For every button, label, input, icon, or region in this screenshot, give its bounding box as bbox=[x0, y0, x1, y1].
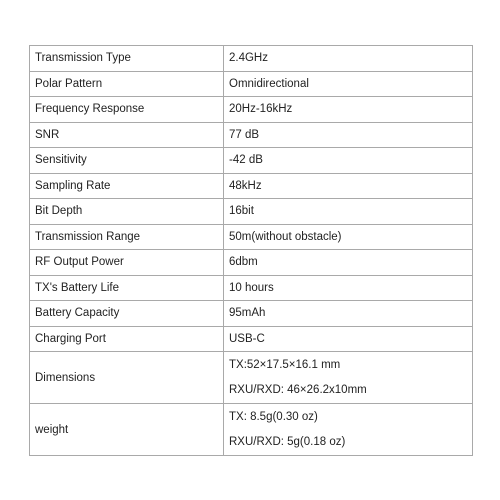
table-row bbox=[30, 122, 473, 148]
spec-value: 50m(without obstacle) bbox=[224, 224, 473, 250]
spec-label: Dimensions bbox=[30, 352, 224, 404]
spec-label: Sampling Rate bbox=[30, 173, 224, 199]
spec-label: weight bbox=[30, 404, 224, 456]
spec-label: SNR bbox=[30, 122, 224, 148]
table-row bbox=[30, 250, 473, 276]
spec-label: Bit Depth bbox=[30, 199, 224, 225]
table-row bbox=[30, 46, 473, 72]
table-row bbox=[30, 275, 473, 301]
spec-label: Transmission Range bbox=[30, 224, 224, 250]
spec-value: -42 dB bbox=[224, 148, 473, 174]
spec-label: TX's Battery Life bbox=[30, 275, 224, 301]
table-row bbox=[30, 173, 473, 199]
spec-value-multiline bbox=[224, 352, 473, 404]
table-row bbox=[30, 97, 473, 123]
table-row-dimensions bbox=[30, 352, 473, 404]
table-row bbox=[30, 224, 473, 250]
table-row bbox=[30, 199, 473, 225]
spec-value: 95mAh bbox=[224, 301, 473, 327]
spec-label: RF Output Power bbox=[30, 250, 224, 276]
weight-rx: RXU/RXD: 5g(0.18 oz) bbox=[229, 436, 346, 449]
spec-value-multiline bbox=[224, 404, 473, 456]
spec-value: 48kHz bbox=[224, 173, 473, 199]
table-row-weight bbox=[30, 404, 473, 456]
table-row bbox=[30, 71, 473, 97]
spec-table bbox=[29, 45, 473, 456]
spec-label: Transmission Type bbox=[30, 46, 224, 72]
table-row bbox=[30, 326, 473, 352]
spec-value: 20Hz-16kHz bbox=[224, 97, 473, 123]
spec-value: 16bit bbox=[224, 199, 473, 225]
spec-label: Sensitivity bbox=[30, 148, 224, 174]
spec-value: Omnidirectional bbox=[224, 71, 473, 97]
spec-value: 77 dB bbox=[224, 122, 473, 148]
spec-label: Battery Capacity bbox=[30, 301, 224, 327]
spec-table-body bbox=[30, 46, 473, 456]
spec-label: Frequency Response bbox=[30, 97, 224, 123]
spec-label: Polar Pattern bbox=[30, 71, 224, 97]
spec-value: 6dbm bbox=[224, 250, 473, 276]
table-row bbox=[30, 148, 473, 174]
spec-label: Charging Port bbox=[30, 326, 224, 352]
spec-value: 10 hours bbox=[224, 275, 473, 301]
spec-value: 2.4GHz bbox=[224, 46, 473, 72]
spec-value: USB-C bbox=[224, 326, 473, 352]
table-row bbox=[30, 301, 473, 327]
dimensions-tx: TX:52×17.5×16.1 mm bbox=[229, 358, 341, 371]
weight-tx: TX: 8.5g(0.30 oz) bbox=[229, 410, 318, 423]
dimensions-rx: RXU/RXD: 46×26.2x10mm bbox=[229, 384, 367, 397]
